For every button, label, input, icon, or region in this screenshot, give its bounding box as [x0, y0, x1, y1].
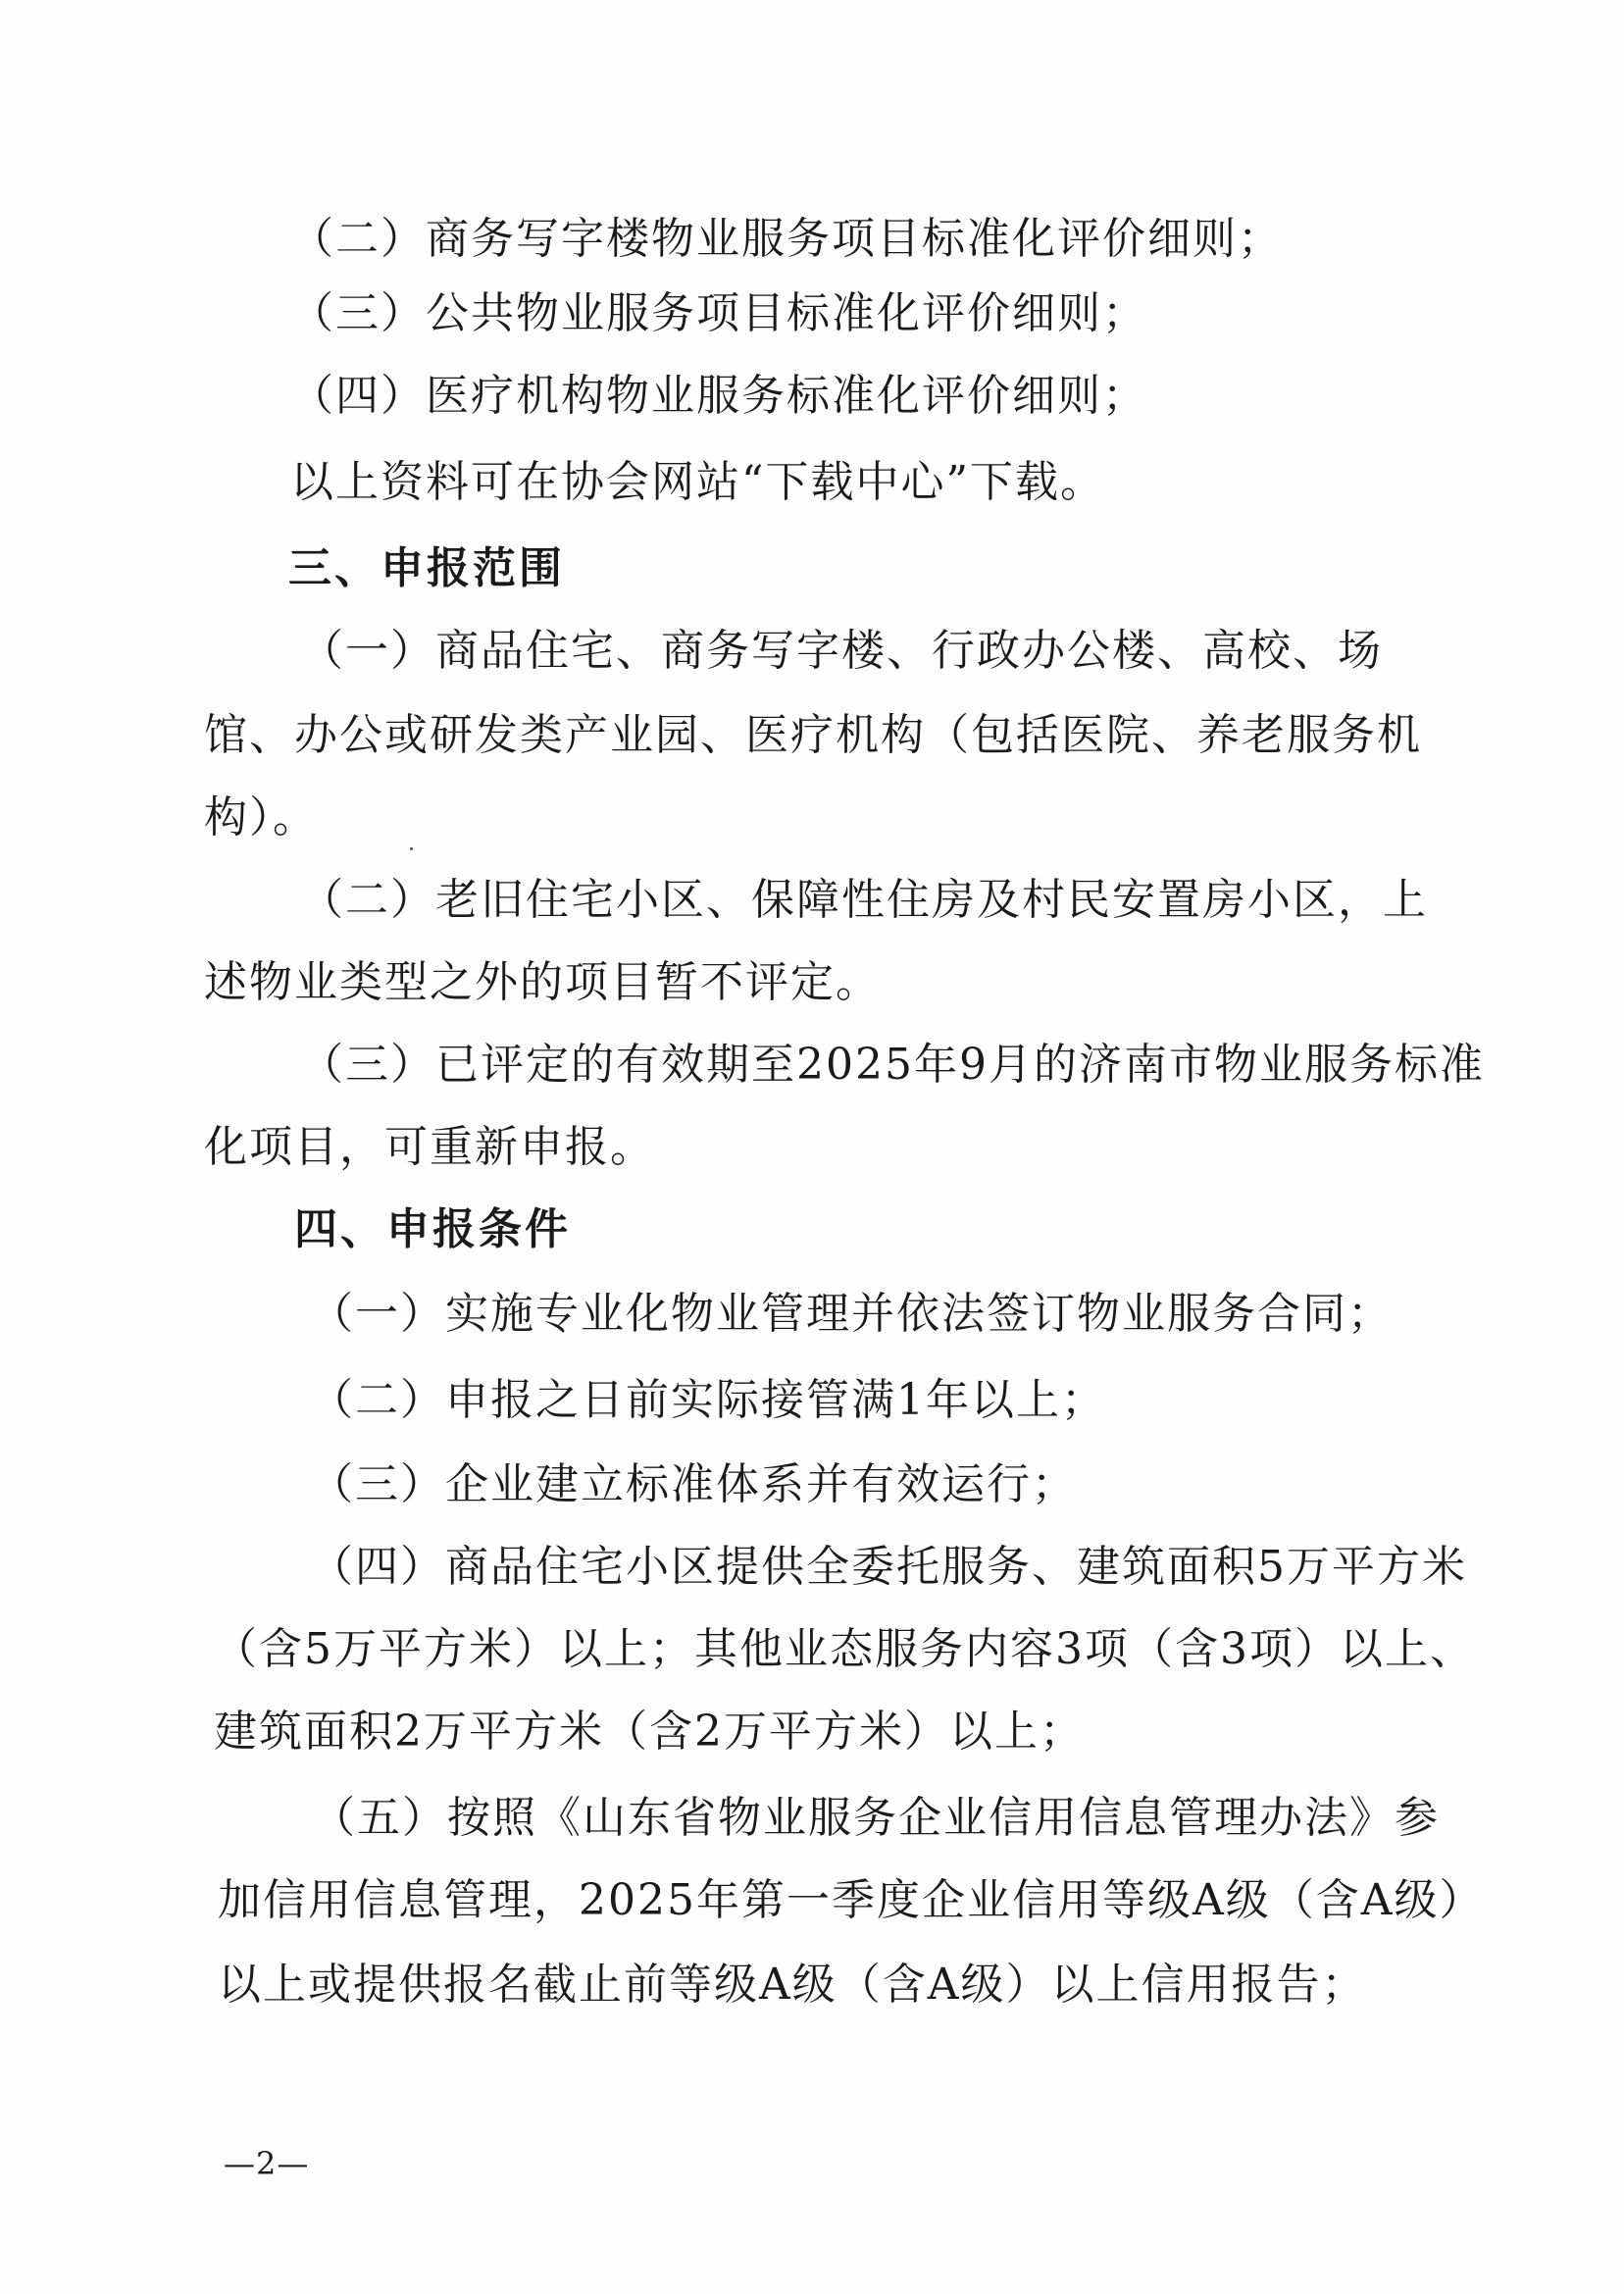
- scope-item-2-line-1: （二）老旧住宅小区、保障性住房及村民安置房小区，上: [300, 875, 1428, 925]
- scope-item-1-line-3: 构）。: [204, 792, 318, 842]
- list-item-2-4: （四）医疗机构物业服务标准化评价细则；: [290, 371, 1147, 421]
- condition-item-5-line-1: （五）按照《山东省物业服务企业信用信息管理办法》参: [312, 1793, 1440, 1843]
- scope-item-1-line-1: （一）商品住宅、商务写字楼、行政办公楼、高校、场: [300, 626, 1383, 676]
- scope-item-2-line-2: 述物业类型之外的项目暂不评定。: [204, 957, 881, 1007]
- condition-item-3: （三）企业建立标准体系并有效运行；: [310, 1459, 1077, 1509]
- list-item-2-3: （三）公共物业服务项目标准化评价细则；: [290, 288, 1147, 338]
- page-number: —2—: [224, 2145, 310, 2182]
- condition-item-4-line-3: 建筑面积2万平方米（含2万平方米）以上；: [214, 1707, 1085, 1757]
- condition-item-2: （二）申报之日前实际接管满1年以上；: [310, 1375, 1106, 1425]
- condition-item-4-line-1: （四）商品住宅小区提供全委托服务、建筑面积5万平方米: [310, 1542, 1467, 1592]
- section-heading-4: 四、申报条件: [294, 1204, 571, 1254]
- condition-item-5-line-3: 以上或提供报名截止前等级A级（含A级）以上信用报告；: [218, 1960, 1367, 2010]
- list-item-2-2: （二）商务写字楼物业服务项目标准化评价细则；: [290, 214, 1283, 264]
- scope-item-1-line-2: 馆、办公或研发类产业园、医疗机构（包括医院、养老服务机: [204, 710, 1422, 760]
- scan-speck: [410, 847, 413, 850]
- section-heading-3: 三、申报范围: [288, 543, 565, 593]
- download-note: 以上资料可在协会网站“下载中心”下载。: [290, 457, 1105, 507]
- scope-item-3-line-1: （三）已评定的有效期至2025年9月的济南市物业服务标准: [300, 1040, 1485, 1090]
- scope-item-3-line-2: 化项目，可重新申报。: [204, 1122, 655, 1172]
- condition-item-1: （一）实施专业化物业管理并依法签订物业服务合同；: [310, 1289, 1393, 1339]
- condition-item-4-line-2: （含5万平方米）以上；其他业态服务内容3项（含3项）以上、: [214, 1624, 1475, 1674]
- condition-item-5-line-2: 加信用信息管理，2025年第一季度企业信用等级A级（含A级）: [218, 1875, 1485, 1925]
